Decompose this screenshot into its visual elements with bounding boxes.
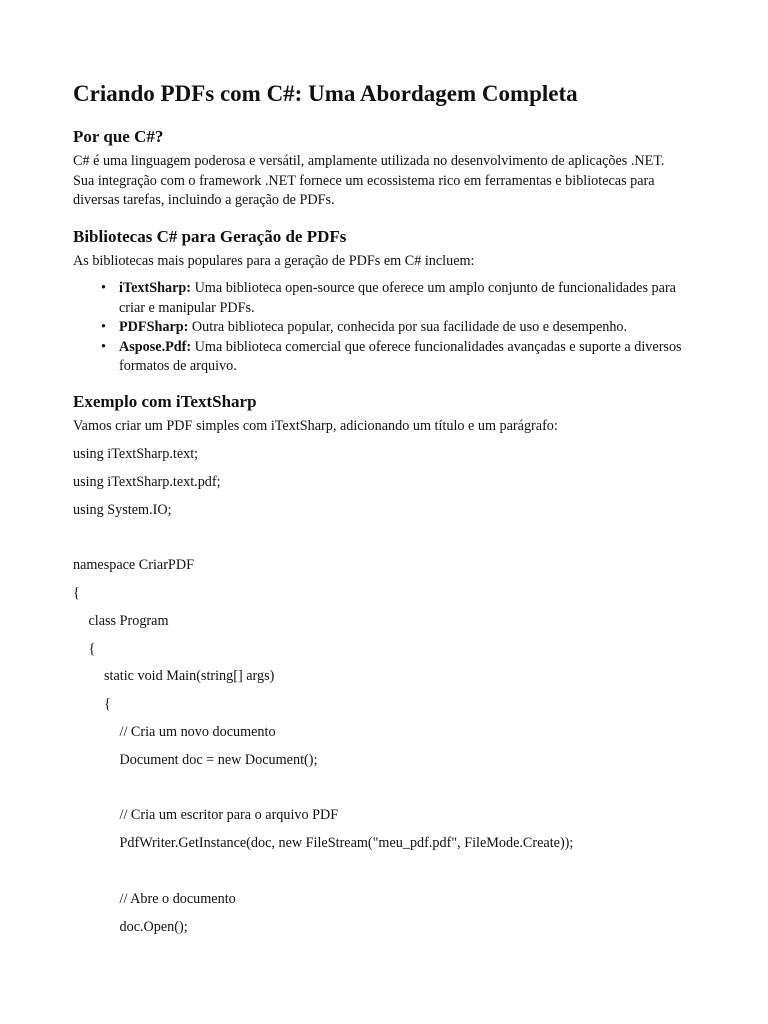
code-line: using System.IO;: [73, 501, 172, 518]
library-name: iTextSharp:: [119, 280, 192, 296]
section-heading-libraries: Bibliotecas C# para Geração de PDFs: [73, 226, 347, 246]
list-item: [101, 279, 688, 318]
bullet-icon: •: [101, 319, 106, 335]
code-line: {: [73, 584, 80, 601]
section-heading-example: Exemplo com iTextSharp: [73, 391, 257, 411]
code-line: namespace CriarPDF: [73, 557, 194, 574]
code-line: [73, 861, 688, 889]
list-item: [101, 318, 688, 338]
section-intro-libraries: As bibliotecas mais populares para a geração de PDFs em C# incluem:: [73, 252, 475, 269]
library-description: Outra biblioteca popular, conhecida por sua facilidade de uso e desempenho.: [188, 319, 628, 335]
code-line: using iTextSharp.text;: [73, 446, 199, 462]
code-block: [73, 444, 688, 944]
section-intro-example: Vamos criar um PDF simples com iTextSharp, adicionando um título e um parágrafo:: [73, 417, 558, 434]
library-description: Uma biblioteca comercial que oferece funcionalidades avançadas e suporte a diversos formatos de arquivo.: [119, 338, 682, 374]
code-line: using iTextSharp.text.pdf;: [73, 473, 221, 490]
section-paragraph-why-csharp: C# é uma linguagem poderosa e versátil, amplamente utilizada no desenvolvimento de aplicações .NET. Sua integração com o framework .NET fornece um ecossistema rico em ferramentas e bibliotecas para diversas tarefas, incluindo a geração de PDFs.: [73, 153, 665, 208]
library-name: PDFSharp:: [119, 319, 189, 335]
code-line: {: [88, 640, 96, 657]
list-item: [101, 338, 688, 377]
code-line: [73, 527, 688, 555]
code-line: // Cria um escritor para o arquivo PDF: [119, 807, 339, 824]
bullet-icon: •: [101, 338, 106, 355]
code-line: doc.Open();: [119, 918, 188, 935]
section-heading-why-csharp: Por que C#?: [73, 127, 164, 146]
bullet-icon: •: [101, 280, 106, 296]
code-line: [73, 778, 688, 806]
code-line: // Cria um novo documento: [119, 723, 276, 740]
code-line: PdfWriter.GetInstance(doc, new FileStream("meu_pdf.pdf", FileMode.Create));: [119, 835, 574, 852]
code-line: class Program: [88, 612, 169, 629]
library-list: [73, 279, 688, 377]
library-description: Uma biblioteca open-source que oferece um amplo conjunto de funcionalidades para criar e manipular PDFs.: [119, 280, 676, 316]
code-line: // Abre o documento: [119, 890, 236, 907]
code-line: static void Main(string[] args): [104, 668, 275, 685]
code-line: {: [104, 696, 111, 713]
code-line: Document doc = new Document();: [119, 751, 318, 768]
library-name: Aspose.Pdf:: [119, 338, 192, 355]
document-title: Criando PDFs com C#: Uma Abordagem Completa: [73, 81, 578, 106]
